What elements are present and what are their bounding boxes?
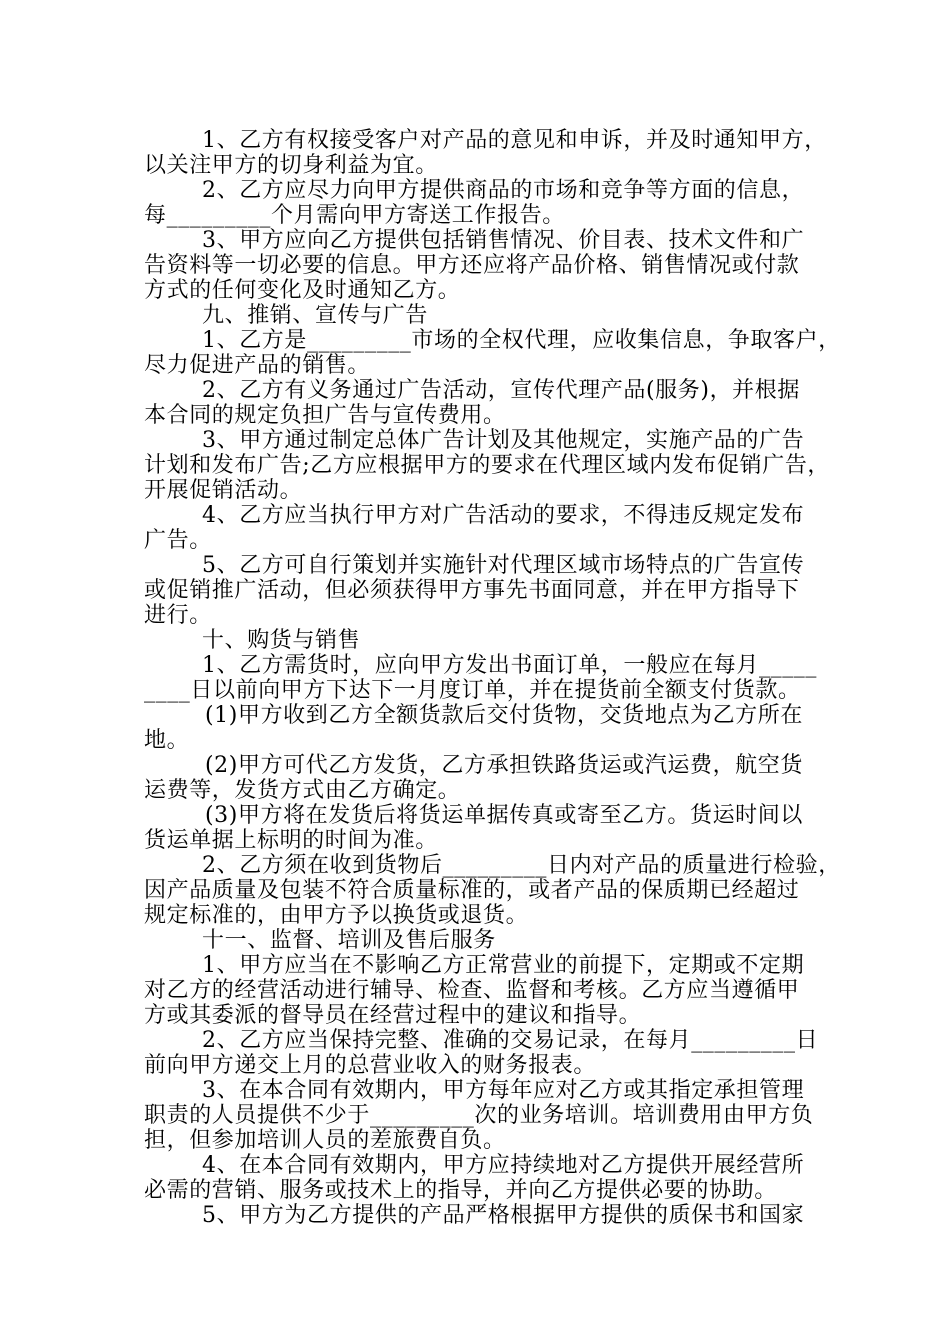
text-line: 1、甲方应当在不影响乙方正常营业的前提下，定期或不定期 (202, 953, 805, 978)
text-line: 进行。 (144, 603, 212, 628)
text-line: 或促销推广活动，但必须获得甲方事先书面同意，并在甲方指导下 (144, 578, 800, 603)
text-line: 1、乙方有权接受客户对产品的意见和申诉，并及时通知甲方， (202, 128, 827, 153)
text-line: 2、乙方应当保持完整、准确的交易记录，在每月_________日 (202, 1028, 819, 1053)
text-line: 方或其委派的督导员在经营过程中的建议和指导。 (144, 1003, 642, 1028)
text-line: 2、乙方应尽力向甲方提供商品的市场和竞争等方面的信息， (202, 178, 805, 203)
text-line: 因产品质量及包装不符合质量标准的，或者产品的保质期已经超过 (144, 878, 800, 903)
text-line: 货运单据上标明的时间为准。 (144, 828, 438, 853)
text-line: 必需的营销、服务或技术上的指导，并向乙方提供必要的协助。 (144, 1178, 777, 1203)
text-line: 本合同的规定负担广告与宣传费用。 (144, 403, 506, 428)
text-line: 尽力促进产品的销售。 (144, 353, 371, 378)
text-line: 3、在本合同有效期内，甲方每年应对乙方或其指定承担管理 (202, 1078, 805, 1103)
text-line: 职责的人员提供不少于_________次的业务培训。培训费用由甲方负 (144, 1103, 814, 1128)
text-line: 担，但参加培训人员的差旅费自负。 (144, 1128, 506, 1153)
text-line: 1、乙方是_________市场的全权代理，应收集信息，争取客户， (202, 328, 841, 353)
text-line: 前向甲方递交上月的总营业收入的财务报表。 (144, 1053, 597, 1078)
text-line: (1)甲方收到乙方全额货款后交付货物，交货地点为乙方所在 (205, 703, 803, 728)
text-line: 3、甲方应向乙方提供包括销售情况、价目表、技术文件和广 (202, 228, 805, 253)
text-line: 5、乙方可自行策划并实施针对代理区域市场特点的广告宣传 (202, 553, 805, 578)
text-line: 对乙方的经营活动进行辅导、检查、监督和考核。乙方应当遵循甲 (144, 978, 800, 1003)
text-line: 运费等，发货方式由乙方确定。 (144, 778, 461, 803)
text-line: 2、乙方须在收到货物后_________日内对产品的质量进行检验， (202, 853, 841, 878)
text-line: 1、乙方需货时，应向甲方发出书面订单，一般应在每月_____ (202, 653, 817, 678)
section-heading: 九、推销、宣传与广告 (202, 303, 429, 328)
text-line: 每_________个月需向甲方寄送工作报告。 (144, 203, 565, 228)
text-line: 告资料等一切必要的信息。甲方还应将产品价格、销售情况或付款 (144, 253, 800, 278)
text-line: 计划和发布广告;乙方应根据甲方的要求在代理区域内发布促销广告， (144, 453, 831, 478)
text-line: (2)甲方可代乙方发货，乙方承担铁路货运或汽运费，航空货 (205, 753, 803, 778)
text-line: 地。 (144, 728, 190, 753)
text-line: 5、甲方为乙方提供的产品严格根据甲方提供的质保书和国家 (202, 1203, 805, 1228)
text-line: ____日以前向甲方下达下一月度订单，并在提货前全额支付货款。 (144, 678, 801, 703)
text-line: 以关注甲方的切身利益为宜。 (144, 153, 438, 178)
text-line: 方式的任何变化及时通知乙方。 (144, 278, 461, 303)
text-line: 2、乙方有义务通过广告活动，宣传代理产品(服务)，并根据 (202, 378, 800, 403)
text-line: 开展促销活动。 (144, 478, 303, 503)
text-line: 4、乙方应当执行甲方对广告活动的要求，不得违反规定发布 (202, 503, 805, 528)
text-line: 规定标准的，由甲方予以换货或退货。 (144, 903, 529, 928)
section-heading: 十一、监督、培训及售后服务 (202, 928, 496, 953)
section-heading: 十、购货与销售 (202, 628, 361, 653)
text-line: 4、在本合同有效期内，甲方应持续地对乙方提供开展经营所 (202, 1153, 805, 1178)
text-line: (3)甲方将在发货后将货运单据传真或寄至乙方。货运时间以 (205, 803, 803, 828)
text-line: 3、甲方通过制定总体广告计划及其他规定，实施产品的广告 (202, 428, 805, 453)
text-line: 广告。 (144, 528, 212, 553)
